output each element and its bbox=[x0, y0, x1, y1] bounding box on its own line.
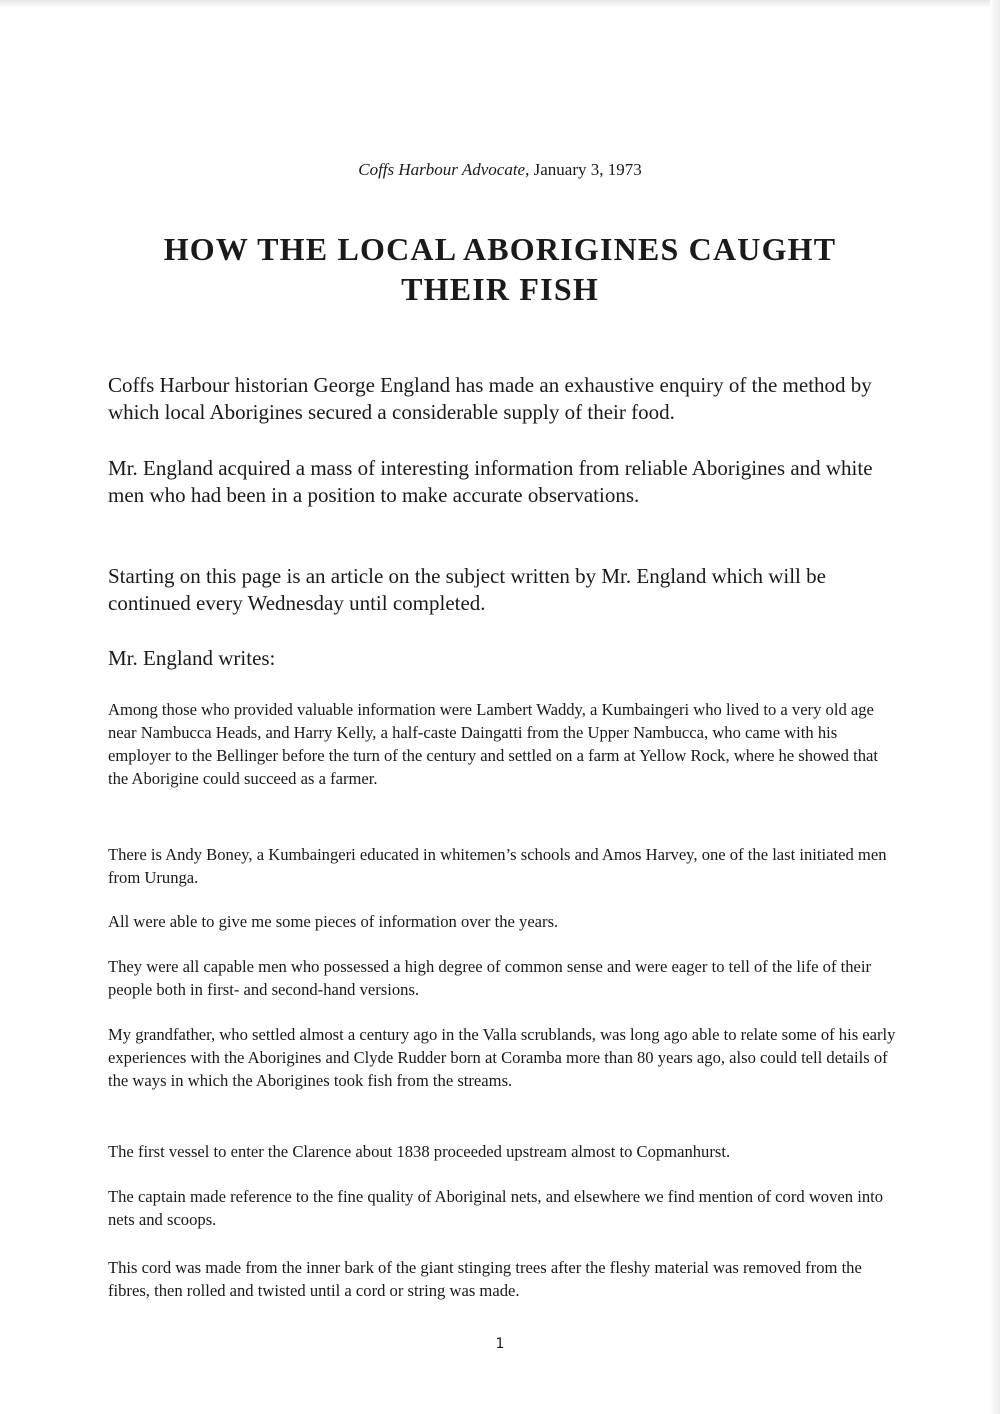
page-number: 1 bbox=[495, 1336, 505, 1352]
publication-date: , January 3, 1973 bbox=[525, 160, 642, 179]
body-paragraph-6: The first vessel to enter the Clarence about 1838 proceeded upstream almost to Copmanhurst. bbox=[108, 1142, 731, 1161]
body-paragraph-4: They were all capable men who possessed a high degree of common sense and were eager to tell of the life of their people both in first- and second-hand versions. bbox=[108, 957, 872, 999]
headline-line-2: THEIR FISH bbox=[401, 271, 599, 307]
headline-line-1: HOW THE LOCAL ABORIGINES CAUGHT bbox=[163, 231, 837, 267]
scan-edge-right bbox=[990, 0, 1000, 1414]
publication-name: Coffs Harbour Advocate bbox=[358, 160, 526, 179]
body-paragraph-5: My grandfather, who settled almost a century ago in the Valla scrublands, was long ago able to relate some of his early experiences with the Aborigines and Clyde Rudder born at Coramba more than 80 years ago, also could tell details of the ways in which the Aborigines took fish from the streams. bbox=[108, 1025, 896, 1090]
body-paragraph-2: There is Andy Boney, a Kumbaingeri educated in whitemen’s schools and Amos Harvey, one of the last initiated men from Urunga. bbox=[108, 845, 887, 887]
body-paragraph-7: The captain made reference to the fine quality of Aboriginal nets, and elsewhere we find mention of cord woven into nets and scoops. bbox=[108, 1187, 884, 1229]
body-paragraph-1: Among those who provided valuable information were Lambert Waddy, a Kumbaingeri who lived to a very old age near Nambucca Heads, and Harry Kelly, a half-caste Daingatti from the Upper Nambucca, who came with his employer to the Bellinger before the turn of the century and settled on a farm at Yellow Rock, where he showed that the Aborigine could succeed as a farmer. bbox=[108, 700, 878, 788]
intro-paragraph-2: Mr. England acquired a mass of interesting information from reliable Aborigines and white men who had been in a position to make accurate observations. bbox=[108, 456, 873, 507]
body-paragraph-3: All were able to give me some pieces of information over the years. bbox=[108, 912, 559, 931]
scan-edge-top bbox=[0, 0, 1000, 8]
intro-paragraph-4: Mr. England writes: bbox=[108, 646, 276, 670]
body-paragraph-8: This cord was made from the inner bark of the giant stinging trees after the fleshy material was removed from the fibres, then rolled and twisted until a cord or string was made. bbox=[108, 1258, 862, 1300]
source-line bbox=[0, 160, 1000, 180]
headline bbox=[80, 229, 920, 309]
intro-paragraph-3: Starting on this page is an article on the subject written by Mr. England which will be continued every Wednesday until completed. bbox=[108, 564, 826, 615]
intro-paragraph-1: Coffs Harbour historian George England has made an exhaustive enquiry of the method by which local Aborigines secured a considerable supply of their food. bbox=[108, 373, 872, 424]
